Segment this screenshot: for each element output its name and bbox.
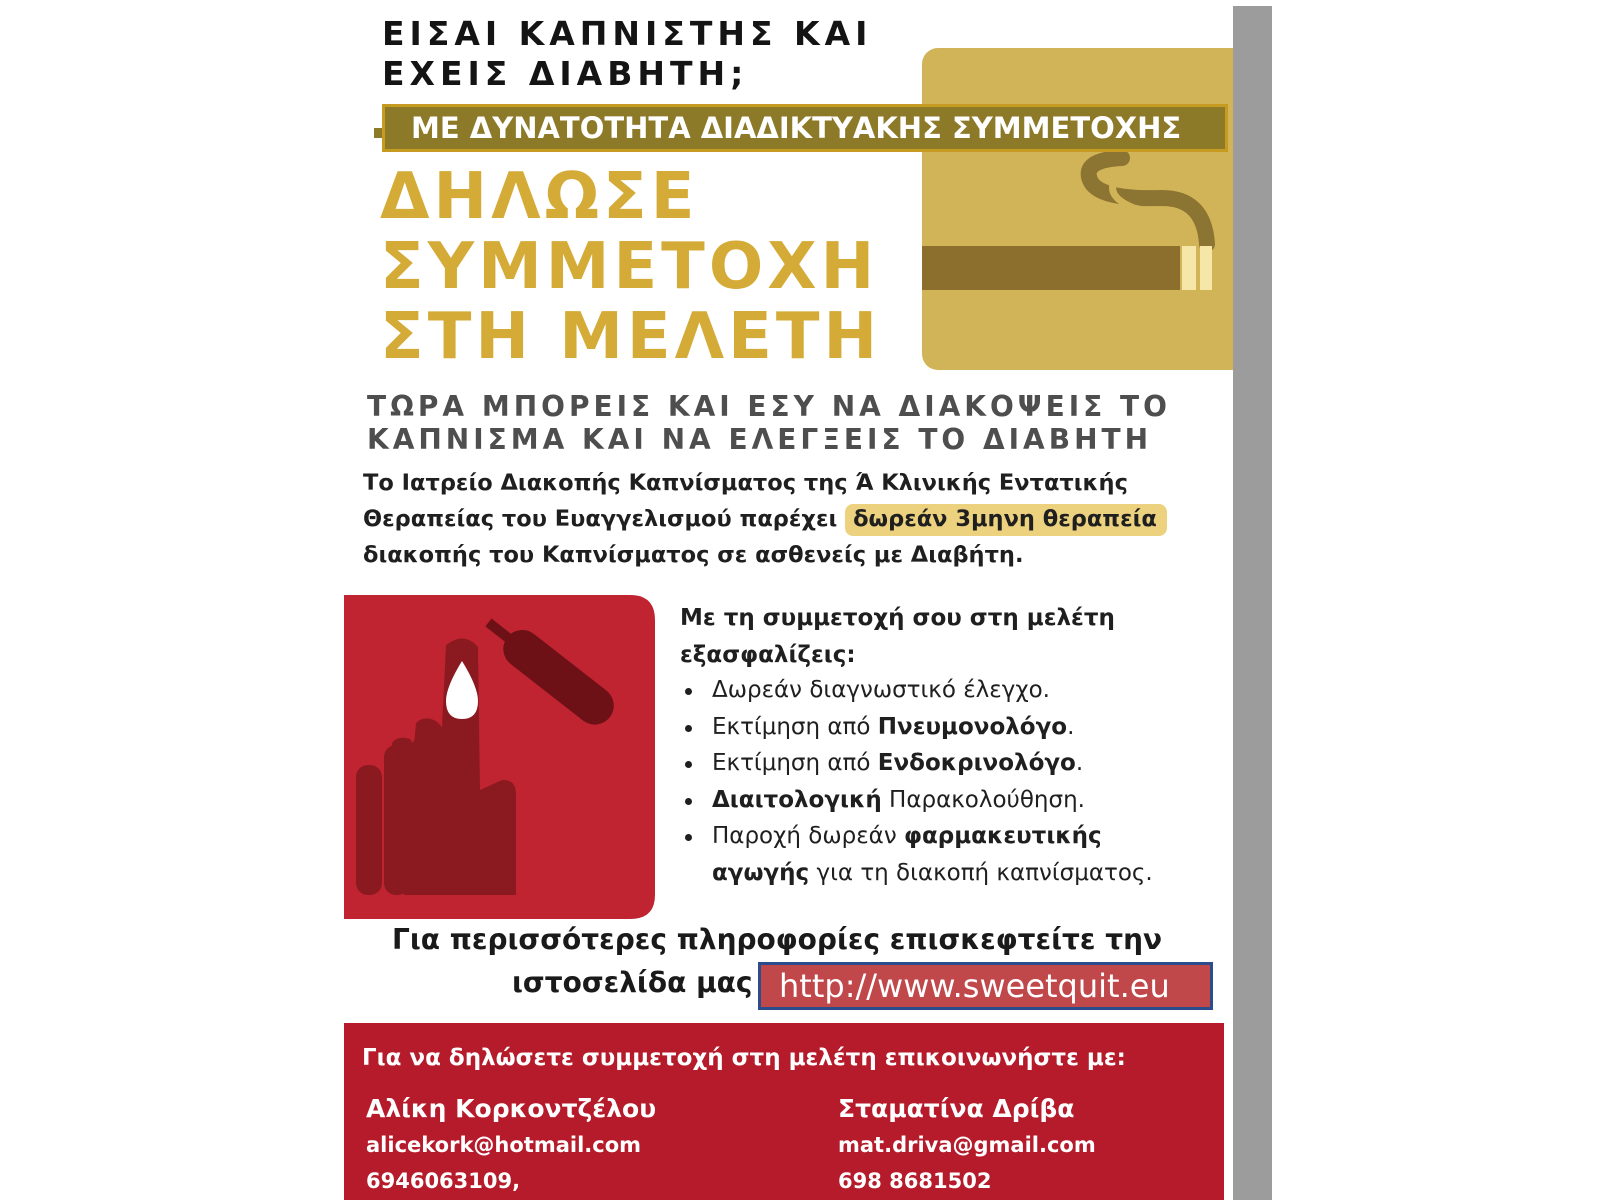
blood-test-illustration	[344, 595, 655, 919]
benefits-heading-line-2: εξασφαλίζεις:	[680, 642, 856, 668]
contact-card	[366, 1091, 656, 1199]
benefit-endocrinologist	[680, 745, 1240, 782]
benefit-medication-pre: Παροχή δωρεάν	[712, 823, 904, 849]
intro-line-3: διακοπής του Καπνίσματος σε ασθενείς με Διαβήτη.	[363, 542, 1024, 568]
contact-phone[interactable]: 6946063109,	[366, 1169, 521, 1193]
benefit-medication-bold-2: αγωγής	[712, 859, 810, 886]
benefit-medication-continued	[680, 855, 1240, 892]
contact-footer	[344, 1023, 1224, 1200]
benefit-dietary-bold: Διαιτολογική	[712, 786, 882, 813]
footer-title: Για να δηλώσετε συμμετοχή στη μελέτη επικοινωνήστε με:	[362, 1045, 1126, 1071]
subheading-line-1: ΤΩΡΑ ΜΠΟΡΕΙΣ ΚΑΙ ΕΣΥ ΝΑ ΔΙΑΚΟΨΕΙΣ ΤΟ	[367, 390, 1171, 423]
cigarette-panel	[922, 48, 1233, 370]
contact-name: Αλίκη Κορκοντζέλου	[366, 1094, 657, 1123]
contact-phone[interactable]: 698 8681502	[838, 1169, 992, 1193]
online-participation-banner: ΜΕ ΔΥΝΑΤΟΤΗΤΑ ΔΙΑΔΙΚΤΥΑΚΗΣ ΣΥΜΜΕΤΟΧΗΣ	[382, 104, 1228, 152]
benefit-diagnostic-text: Δωρεάν διαγνωστικό έλεγχο.	[712, 677, 1050, 703]
contact-card	[838, 1091, 1096, 1199]
benefit-endocrinologist-bold: Ενδοκρινολόγο	[877, 750, 1076, 776]
more-info-line-1: Για περισσότερες πληροφορίες επισκεφτείτε την	[392, 923, 1163, 956]
benefit-medication	[680, 818, 1240, 855]
benefit-pulmonologist-bold: Πνευμονολόγο	[877, 713, 1068, 740]
benefit-endocrinologist-post: .	[1075, 750, 1084, 776]
benefit-pulmonologist-post: .	[1067, 713, 1075, 740]
intro-paragraph	[363, 465, 1243, 573]
benefit-dietary	[680, 782, 1240, 819]
signup-title	[380, 162, 920, 372]
contact-name: Σταματίνα Δρίβα	[838, 1094, 1075, 1123]
contact-email[interactable]: alicekork@hotmail.com	[366, 1133, 642, 1157]
benefit-medication-bold-1: φαρμακευτικής	[904, 823, 1102, 849]
signup-title-line-2: ΣΥΜΜΕΤΟΧΗ	[380, 230, 879, 304]
benefit-endocrinologist-pre: Εκτίμηση από	[712, 750, 878, 776]
benefit-pulmonologist	[680, 709, 1240, 746]
benefit-dietary-post: Παρακολούθηση.	[881, 786, 1085, 813]
signup-title-line-3: ΣΤΗ ΜΕΛΕΤΗ	[380, 300, 882, 374]
cigarette-icon	[922, 48, 1233, 370]
free-therapy-highlight: δωρεάν 3μηνη θεραπεία	[845, 504, 1167, 536]
headline	[382, 14, 942, 94]
intro-line-1: Το Ιατρείο Διακοπής Καπνίσματος της Ά Κλινικής Εντατικής	[363, 470, 1128, 496]
subheading-line-2: ΚΑΠΝΙΣΜΑ ΚΑΙ ΝΑ ΕΛΕΓΞΕΙΣ ΤΟ ΔΙΑΒΗΤΗ	[367, 423, 1153, 456]
website-link[interactable]: http://www.sweetquit.eu	[758, 962, 1213, 1010]
benefit-medication-post: για τη διακοπή καπνίσματος.	[809, 859, 1153, 886]
subheading	[367, 390, 1237, 456]
benefits-heading-line-1: Με τη συμμετοχή σου στη μελέτη	[680, 605, 1115, 631]
headline-line-1: ΕΙΣΑΙ ΚΑΠΝΙΣΤΗΣ ΚΑΙ	[382, 14, 873, 53]
benefits-list	[680, 672, 1240, 891]
intro-line-2-text: Θεραπείας του Ευαγγελισμού παρέχει	[363, 506, 846, 532]
more-info-line-2: ιστοσελίδα μας	[512, 966, 753, 999]
contact-email[interactable]: mat.driva@gmail.com	[838, 1133, 1096, 1157]
benefit-pulmonologist-pre: Εκτίμηση από	[712, 713, 878, 740]
banner-notch	[374, 128, 382, 138]
signup-title-line-1: ΔΗΛΩΣΕ	[380, 160, 699, 234]
finger-blood-drop-icon	[344, 595, 655, 919]
intro-line-2	[363, 501, 1243, 537]
headline-line-2: ΕΧΕΙΣ ΔΙΑΒΗΤΗ;	[382, 54, 749, 93]
benefits-heading	[680, 600, 1240, 674]
benefit-diagnostic	[680, 672, 1240, 709]
